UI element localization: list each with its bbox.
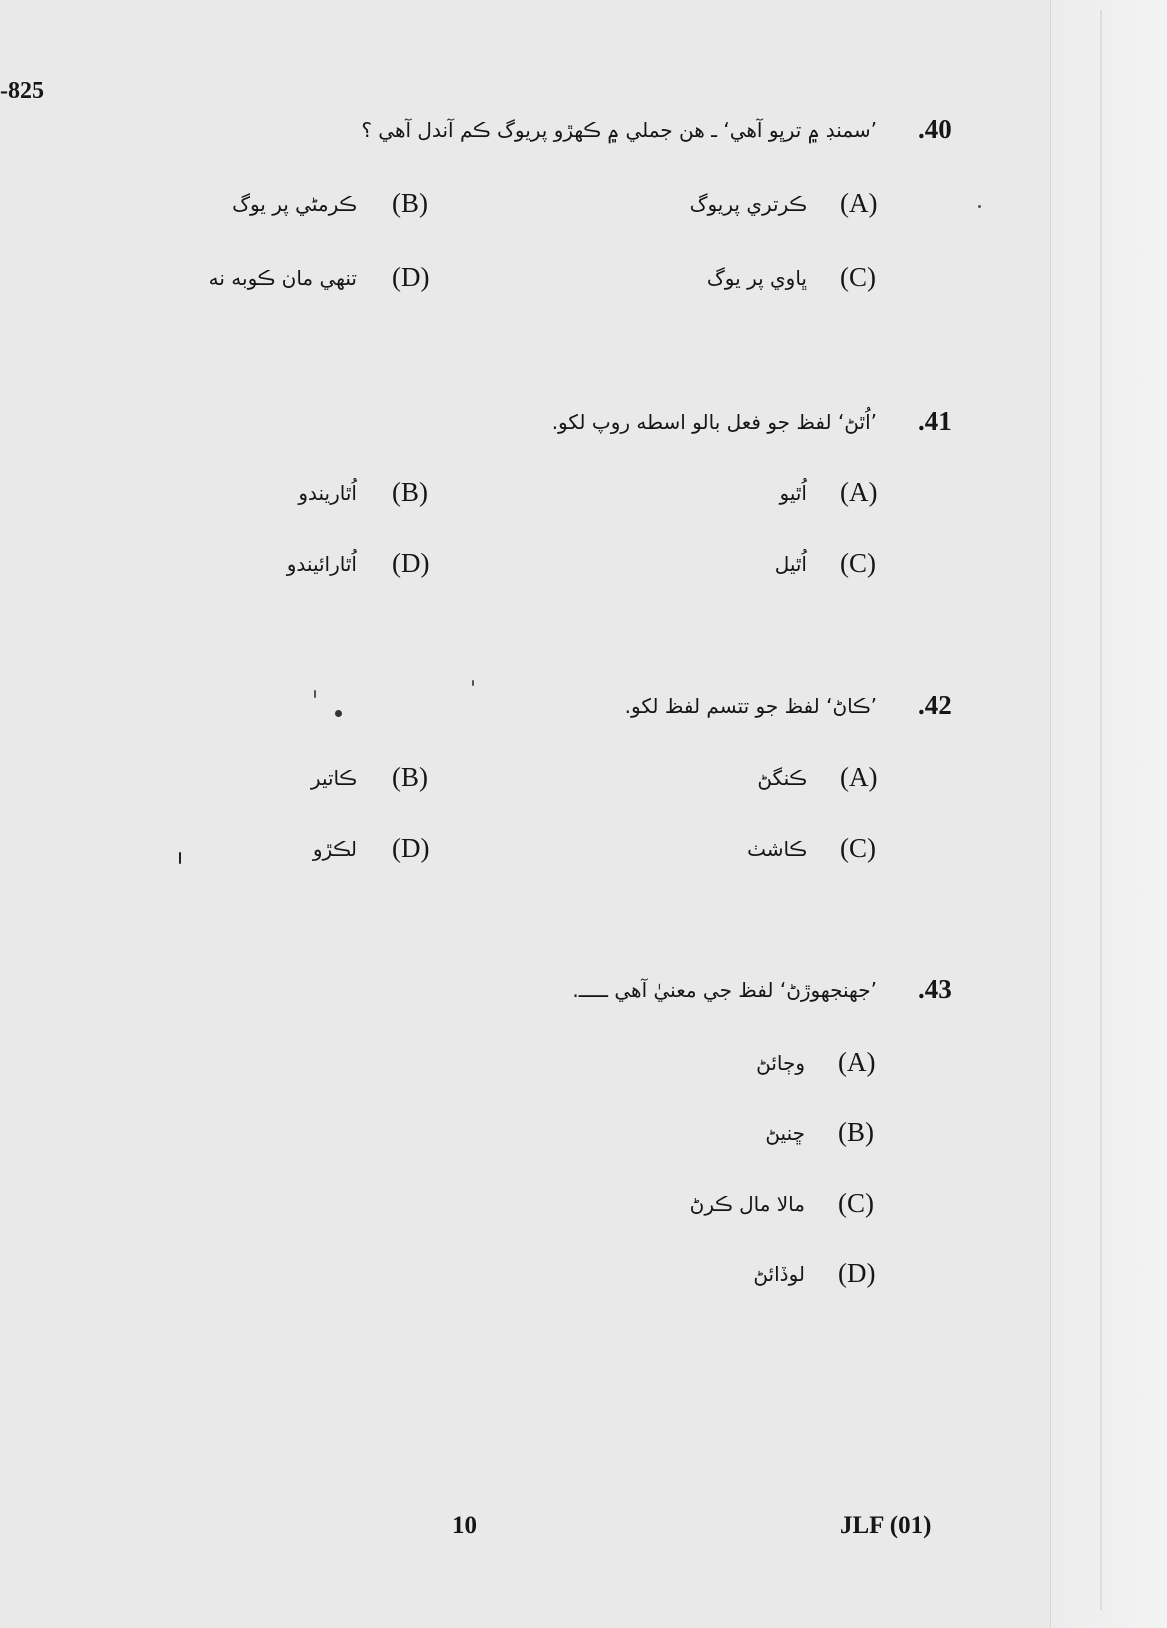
- q41-option-a-text: اُٿيو: [779, 481, 807, 505]
- scan-speck: [314, 690, 316, 698]
- question-43-number: .43: [918, 974, 952, 1004]
- scan-speck: [978, 205, 981, 208]
- q41-option-d-text: اُٿارائيندو: [286, 552, 357, 576]
- q40-option-b-label: (B): [392, 188, 428, 218]
- question-40-number: .40: [918, 114, 952, 144]
- q40-option-d-text: تنهي مان ڪوبه نه: [208, 266, 357, 290]
- q43-option-a-text: وڄائڻ: [756, 1051, 805, 1075]
- q42-option-d-text: لڪڙو: [312, 837, 357, 861]
- booklet-code: JLF (01): [840, 1512, 932, 1539]
- q42-option-d-label: (D): [392, 833, 430, 863]
- question-42-text: ’ڪاڻ‘ لفظ جو تتسم لفظ لکو.: [624, 694, 877, 718]
- q41-option-d-label: (D): [392, 548, 430, 578]
- q41-option-b-text: اُٿاريندو: [298, 481, 357, 505]
- q41-option-c-label: (C): [840, 548, 876, 578]
- q43-option-b-text: ڇنيڻ: [765, 1121, 805, 1145]
- q42-option-c-text: ڪاشٺ: [747, 837, 807, 861]
- q43-option-a-label: (A): [838, 1047, 876, 1077]
- q41-option-c-text: اُٿيل: [774, 552, 807, 576]
- q40-option-b-text: ڪرمڻي پر يوگ: [232, 192, 357, 216]
- q40-option-a-text: ڪرتري پريوگ: [689, 192, 807, 216]
- page-number: 10: [452, 1512, 477, 1539]
- q43-option-c-text: مالا مال ڪرڻ: [689, 1192, 805, 1216]
- q42-option-c-label: (C): [840, 833, 876, 863]
- page-code: -825: [0, 78, 44, 104]
- question-43-text: ’جهنجهوڙڻ‘ لفظ جي معنيٰ آهي ـــــ.: [572, 978, 877, 1002]
- scan-speck: [335, 710, 342, 717]
- question-41-number: .41: [918, 406, 952, 436]
- page-edge-shadow: [1050, 0, 1167, 1628]
- q43-option-c-label: (C): [838, 1188, 874, 1218]
- question-40-text: ’سمنڊ ۾ ترڀو آهي‘ ـ هن جملي ۾ ڪهڙو پريوگ ڪم آندل آهي ؟: [361, 118, 877, 142]
- q42-option-b-text: ڪاتير: [310, 766, 357, 790]
- q43-option-d-label: (D): [838, 1258, 876, 1288]
- q40-option-c-label: (C): [840, 262, 876, 292]
- q40-option-c-text: ڀاوي پر يوگ: [706, 266, 807, 290]
- q42-option-a-text: ڪنگڻ: [757, 766, 807, 790]
- scan-speck: [179, 852, 181, 864]
- scan-speck: [472, 680, 474, 686]
- page-edge-line: [1100, 10, 1102, 1610]
- q42-option-a-label: (A): [840, 762, 878, 792]
- question-42-number: .42: [918, 690, 952, 720]
- q41-option-b-label: (B): [392, 477, 428, 507]
- q40-option-d-label: (D): [392, 262, 430, 292]
- q43-option-b-label: (B): [838, 1117, 874, 1147]
- q41-option-a-label: (A): [840, 477, 878, 507]
- q40-option-a-label: (A): [840, 188, 878, 218]
- q42-option-b-label: (B): [392, 762, 428, 792]
- question-41-text: ’اُٿڻ‘ لفظ جو فعل بالو اسطه روپ لکو.: [551, 410, 877, 434]
- q43-option-d-text: لوڏائڻ: [753, 1262, 805, 1286]
